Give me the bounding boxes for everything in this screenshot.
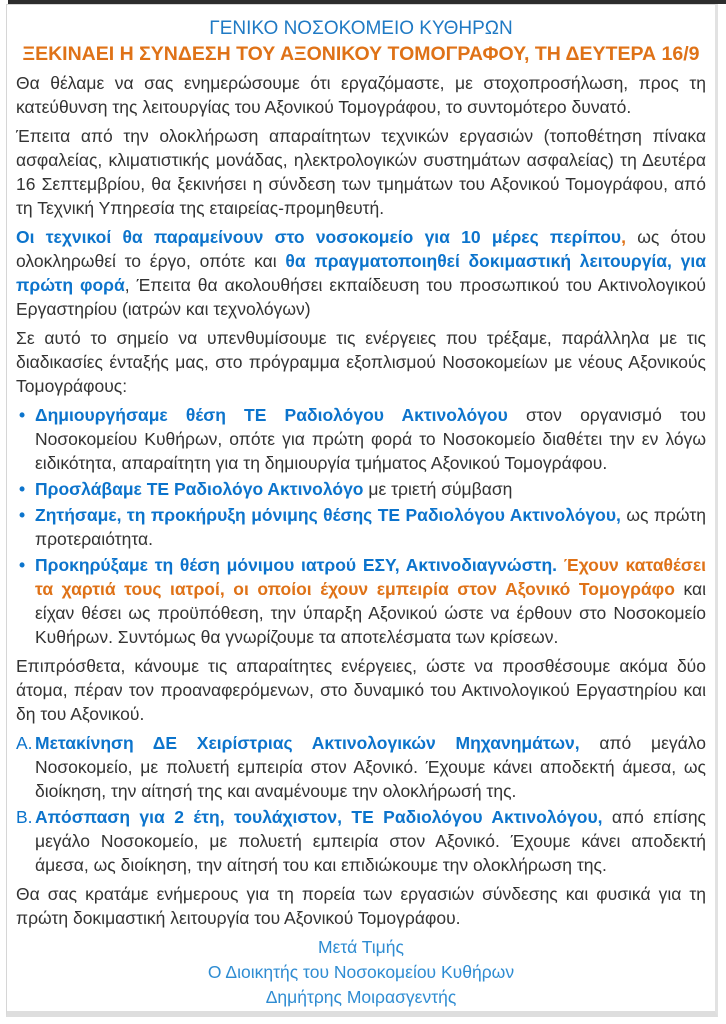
bullet-icon: • (19, 505, 26, 525)
paragraph (16, 326, 706, 398)
paragraph (16, 71, 706, 119)
bullet-item (16, 477, 706, 501)
document-body (16, 17, 706, 1010)
text-segment: και είχαν θέσει ως προϋπόθεση, την ύπαρξη Αξονικού ώστε να έρθουν στο Νοσοκομείο Κυθήρων. Συντόμως θα γνωρίζουμε τα αποτελέσματα των κρίσεων. (35, 579, 707, 647)
text-segment: Θα σας κρατάμε ενήμερους για τη πορεία των εργασιών σύνδεσης και φυσικά για τη πρώτη δοκιμαστική λειτουργία του Αξονικού Τομογράφου. (16, 884, 706, 928)
text-segment: Θα θέλαμε να σας ενημερώσουμε ότι εργαζόμαστε, με στοχοπροσήλωση, προς τη κατεύθυνση της λειτουργίας του Αξονικού Τομογράφου, το συντομότερο δυνατό. (16, 73, 706, 117)
bullet-item (16, 403, 706, 475)
item-letter: Β. (16, 807, 33, 827)
lettered-item (16, 731, 706, 803)
signature-block (16, 935, 706, 1010)
text-segment: από μεγάλο Νοσοκομείο, με πολυετή εμπειρία στον Αξονικό. Έχουμε κάνει αποδεκτή άμεσα, ως διοίκηση, την αίτησή της και αναμένουμε την ολοκλήρωσή της. (35, 733, 706, 801)
text-segment: Δημιουργήσαμε θέση ΤΕ Ραδιολόγου Ακτινολόγου (35, 405, 508, 425)
text-segment: Επιπρόσθετα, κάνουμε τις απαραίτητες ενέργειες, ώστε να προσθέσουμε ακόμα δύο άτομα, πέραν τον προαναφερόμενων, στο δυναμικό του Ακτινολογικού Εργαστηρίου και δη του Αξονικού. (16, 656, 706, 724)
text-segment: Έπειτα από την ολοκλήρωση απαραίτητων τεχνικών εργασιών (τοποθέτηση πίνακα ασφαλείας, κλιματιστικής μονάδας, ηλεκτρολογικών συστημάτων ασφαλείας) τη Δευτέρα 16 Σεπτεμβρίου, θα ξεκινήσει η σύνδεση των τμημάτων του Αξονικού Τομογράφου, από τη Τεχνική Υπηρεσία της εταιρείας-προμηθευτή. (16, 126, 706, 218)
announcement-headline: ΞΕΚΙΝΑΕΙ Η ΣΥΝΔΕΣΗ ΤΟΥ ΑΞΟΝΙΚΟΥ ΤΟΜΟΓΡΑΦΟΥ, ΤΗ ΔΕΥΤΕΡΑ 16/9 (22, 43, 700, 65)
signature-closing: Μετά Τιμής (318, 937, 404, 957)
text-segment: Προσλάβαμε ΤΕ Ραδιολόγο Ακτινολόγο (35, 479, 364, 499)
signature-name: Δημήτρης Μοιρασγεντής (265, 987, 457, 1007)
text-segment: από επίσης μεγάλο Νοσοκομείο, με πολυετή εμπειρία στον Αξονικό. Έχουμε κάνει αποδεκτή άμεσα, ως διοίκηση, την αίτησή του και επιδιώκουμε την ολοκλήρωση της. (35, 807, 706, 875)
paragraph (16, 882, 706, 930)
item-letter: Α. (16, 733, 33, 753)
text-segment: ως πρώτη προτεραιότητα. (35, 505, 706, 549)
text-segment: Ζητήσαμε, τη προκήρυξη μόνιμης θέσης ΤΕ Ραδιολόγου Ακτινολόγου, (35, 505, 621, 525)
hospital-title: ΓΕΝΙΚΟ ΝΟΣΟΚΟΜΕΙΟ ΚΥΘΗΡΩΝ (209, 18, 513, 39)
text-segment: με τριετή σύμβαση (363, 479, 513, 499)
paragraph (16, 124, 706, 220)
text-segment: Απόσπαση για 2 έτη, τουλάχιστον, ΤΕ Ραδιολόγου Ακτινολόγου, (35, 807, 603, 827)
document-blocks (16, 71, 706, 930)
paragraph (16, 225, 706, 321)
text-segment: ως ότου ολοκληρωθεί το έργο, οπότε και (16, 227, 707, 271)
text-segment: στον οργανισμό του Νοσοκομείου Κυθήρων, οπότε για πρώτη φορά το Νοσοκομείο διαθέτει την εν λόγω ειδικότητα, απαραίτητη για τη δημιουργία τμήματος Αξονικού Τομογράφου. (35, 405, 706, 473)
text-segment: , (621, 227, 626, 247)
text-segment: Προκηρύξαμε τη θέση μόνιμου ιατρού ΕΣΥ, Ακτινοδιαγνώστη. (35, 555, 558, 575)
text-segment: Οι τεχνικοί θα παραμείνουν στο νοσοκομείο για 10 μέρες περίπου (16, 227, 622, 247)
bullet-icon: • (19, 405, 26, 425)
text-segment: Έχουν καταθέσει τα χαρτιά τους ιατροί, οι οποίοι έχουν εμπειρία στον Αξονικό Τομογράφο (35, 555, 706, 599)
document-page (6, 4, 718, 1017)
text-segment: Σε αυτό το σημείο να υπενθυμίσουμε τις ενέργειες που τρέξαμε, παράλληλα με τις διαδικασίες ένταξής μας, στο πρόγραμμα εξοπλισμού Νοσοκομείων με νέους Αξονικούς Τομογράφους: (16, 328, 706, 396)
text-segment: , Έπειτα θα ακολουθήσει εκπαίδευση του προσωπικού του Ακτινολογικού Εργαστηρίου (ιατρών και τεχνολόγων) (16, 275, 706, 319)
paragraph (16, 654, 706, 726)
signature-role: Ο Διοικητής του Νοσοκομείου Κυθήρων (207, 962, 515, 982)
text-segment: Μετακίνηση ΔΕ Χειρίστριας Ακτινολογικών Μηχανημάτων, (35, 733, 580, 753)
bullet-item (16, 553, 706, 649)
bullet-icon: • (19, 555, 26, 575)
bullet-item (16, 503, 706, 551)
text-segment: θα πραγματοποιηθεί δοκιμαστική λειτουργία, για πρώτη φορά (16, 251, 706, 295)
bullet-icon: • (19, 479, 26, 499)
lettered-item (16, 805, 706, 877)
